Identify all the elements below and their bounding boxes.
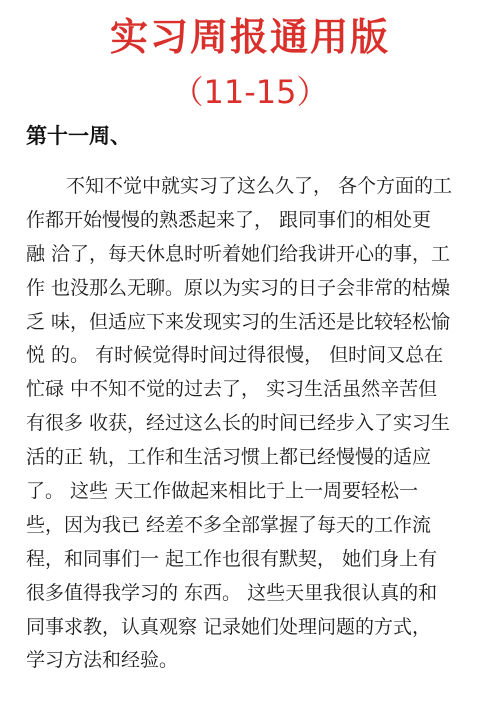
body-paragraph <box>26 170 476 678</box>
paragraph-line: 了。 这些 天工作做起来相比于上一周要轻松一 <box>26 480 419 503</box>
paragraph-line: 乏 味，但适应下来发现实习的生活还是比较轻松愉 <box>26 310 451 333</box>
paragraph-line: 作 也没那么无聊。原以为实习的日子会非常的枯燥 <box>26 276 451 299</box>
week-heading: 第十一周、 <box>26 124 131 148</box>
paragraph-line: 些，因为我已 经差不多全部掌握了每天的工作流 <box>26 513 432 536</box>
document-title: 实习周报通用版 <box>109 15 390 59</box>
paragraph-line: 悦 的。 有时候觉得时间过得很慢， 但时间又总在 <box>26 344 444 367</box>
document-subtitle: （11-15） <box>171 73 329 111</box>
paragraph-line: 很多值得我学习的 东西。 这些天里我很认真的和 <box>26 581 438 604</box>
paragraph-line: 活的正 轨，工作和生活习惯上都已经慢慢的适应 <box>26 446 432 469</box>
paragraph-line: 学习方法和经验。 <box>26 649 179 672</box>
paragraph-line: 融 洽了，每天休息时听着她们给我讲开心的事，工 <box>26 242 451 265</box>
paragraph-line: 有很多 收获，经过这么长的时间已经步入了实习生 <box>26 412 451 435</box>
paragraph-line: 作都开始慢慢的熟悉起来了， 跟同事们的相处更 <box>26 208 432 231</box>
paragraph-line: 不知不觉中就实习了这么久了， 各个方面的工 <box>66 175 453 197</box>
paragraph-line: 同事求教，认真观察 记录她们处理问题的方式， <box>26 615 432 638</box>
paragraph-line: 忙碌 中不知不觉的过去了， 实习生活虽然辛苦但 <box>26 378 438 401</box>
paragraph-line: 程，和同事们一 起工作也很有默契， 她们身上有 <box>26 547 438 570</box>
